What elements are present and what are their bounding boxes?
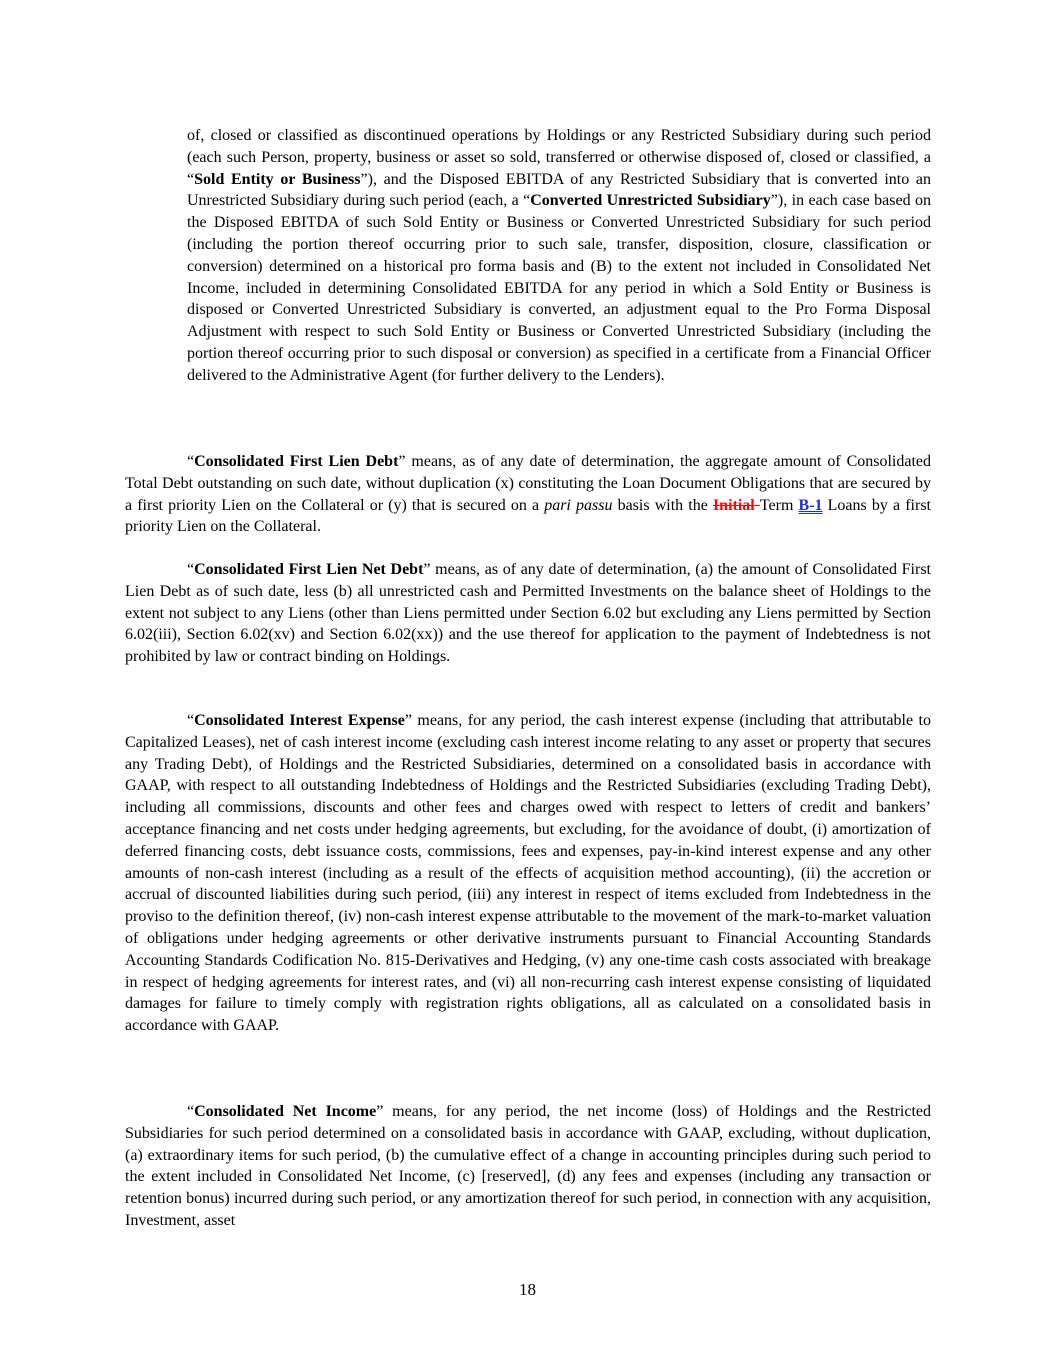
defined-term-sold-entity: Sold Entity or Business (194, 170, 361, 188)
continuation-text-2: ”), and the Disposed EBITDA of any Restricted Subsidiary that is converted into an Unrestricted Subsidiary during such period (each, a “ (187, 170, 931, 210)
definition-consolidated-first-lien-debt (125, 451, 931, 538)
definition-text-4: Loans by a first priority Lien on the Collateral. (125, 496, 931, 536)
open-quote: “ (187, 1103, 195, 1120)
definition-consolidated-net-income (125, 1101, 931, 1232)
open-quote: “ (187, 453, 195, 470)
definition-consolidated-first-lien-net-debt (125, 559, 931, 668)
italic-phrase: pari passu (544, 496, 613, 514)
page-number: 18 (519, 1280, 536, 1299)
defined-term: Consolidated First Lien Net Debt (194, 561, 424, 578)
definition-consolidated-interest-expense (125, 710, 931, 1037)
defined-term: Consolidated Interest Expense (194, 712, 405, 729)
inserted-text: B-1 (798, 496, 823, 514)
definition-text-1: ” means, as of any date of determination, the aggregate amount of Consolidated Total Debt outstanding on such date, without duplication (x) constituting the Loan Document Obligations that are secured by a first priority Lien on the Collateral or (y) that is secured on a (125, 453, 932, 514)
continuation-text-1: of, closed or classified as discontinued operations by Holdings or any Restricted Subsidiary during such period (each such Person, property, business or asset so sold, transferred or otherwise disposed of, closed or classified, a “ (187, 127, 931, 188)
defined-term-converted-unrestricted: Converted Unrestricted Subsidiary (530, 192, 771, 210)
definition-text: ” means, for any period, the cash interest expense (including that attributable to Capitalized Leases), net of cash interest income (excluding cash interest income relating to any asset or property that secures any Trading Debt), of Holdings and the Restricted Subsidiaries, determined on a consolidated basis in accordance with GAAP, with respect to all outstanding Indebtedness of Holdings and the Restricted Subsidiaries (excluding Trading Debt), including all commissions, discounts and other fees and charges owed with respect to letters of credit and bankers’ acceptance financing and net costs under hedging agreements, but excluding, for the avoidance of doubt, (i) amortization of deferred financing costs, debt issuance costs, commissions, fees and expenses, pay-in-kind interest expense and any other amounts of non-cash interest (including as a result of the effects of acquisition method accounting), (ii) the accretion or accrual of discounted liabilities during such period, (iii) any interest in respect of items excluded from Indebtedness in the proviso to the definition thereof, (iv) non-cash interest expense attributable to the movement of the mark-to-market valuation of obligations under hedging agreements or other derivative instruments pursuant to Financial Accounting Standards Accounting Standards Codification No. 815-Derivatives and Hedging, (v) any one-time cash costs associated with breakage in respect of hedging agreements for interest rates, and (vi) all non-recurring cash interest expense consisting of liquidated damages for failure to timely comply with registration rights obligations, all as calculated on a consolidated basis in accordance with GAAP. (125, 712, 931, 1035)
open-quote: “ (187, 561, 195, 578)
definition-text: ” means, as of any date of determination, (a) the amount of Consolidated First Lien Debt as of such date, less (b) all unrestricted cash and Permitted Investments on the balance sheet of Holdings to the extent not subject to any Liens (other than Liens permitted under Section 6.02 but excluding any Liens permitted by Section 6.02(iii), Section 6.02(xv) and Section 6.02(xx)) and the use thereof for application to the payment of Indebtedness is not prohibited by law or contract binding on Holdings. (125, 561, 932, 666)
defined-term: Consolidated Net Income (194, 1103, 377, 1120)
open-quote: “ (187, 712, 195, 729)
continuation-text-3: ”), in each case based on the Disposed EBITDA of such Sold Entity or Business or Converted Unrestricted Subsidiary for such period (including the portion thereof occurring prior to such sale, transfer, disposition, closure, classification or conversion) determined on a historical pro forma basis and (B) to the extent not included in Consolidated Net Income, included in determining Consolidated EBITDA for any period in which a Sold Entity or Business is disposed or Converted Unrestricted Subsidiary is converted, an adjustment equal to the Pro Forma Disposal Adjustment with respect to such Sold Entity or Business or Converted Unrestricted Subsidiary (including the portion thereof occurring prior to such disposal or conversion) as specified in a certificate from a Financial Officer delivered to the Administrative Agent (for further delivery to the Lenders). (187, 192, 931, 384)
definition-text-2: basis with the (612, 496, 713, 514)
deleted-text: Initial (712, 496, 755, 514)
definition-text: ” means, for any period, the net income (loss) of Holdings and the Restricted Subsidiaries for such period determined on a consolidated basis in accordance with GAAP, excluding, without duplication, (a) extraordinary items for such period, (b) the cumulative effect of a change in accounting principles during such period to the extent included in Consolidated Net Income, (c) [reserved], (d) any fees and expenses (including any transaction or retention bonus) incurred during such period, or any amortization thereof for such period, in connection with any acquisition, Investment, asset (125, 1103, 932, 1229)
definition-text-3: Term (759, 496, 799, 514)
defined-term: Consolidated First Lien Debt (194, 453, 399, 470)
continuation-paragraph (187, 125, 931, 387)
